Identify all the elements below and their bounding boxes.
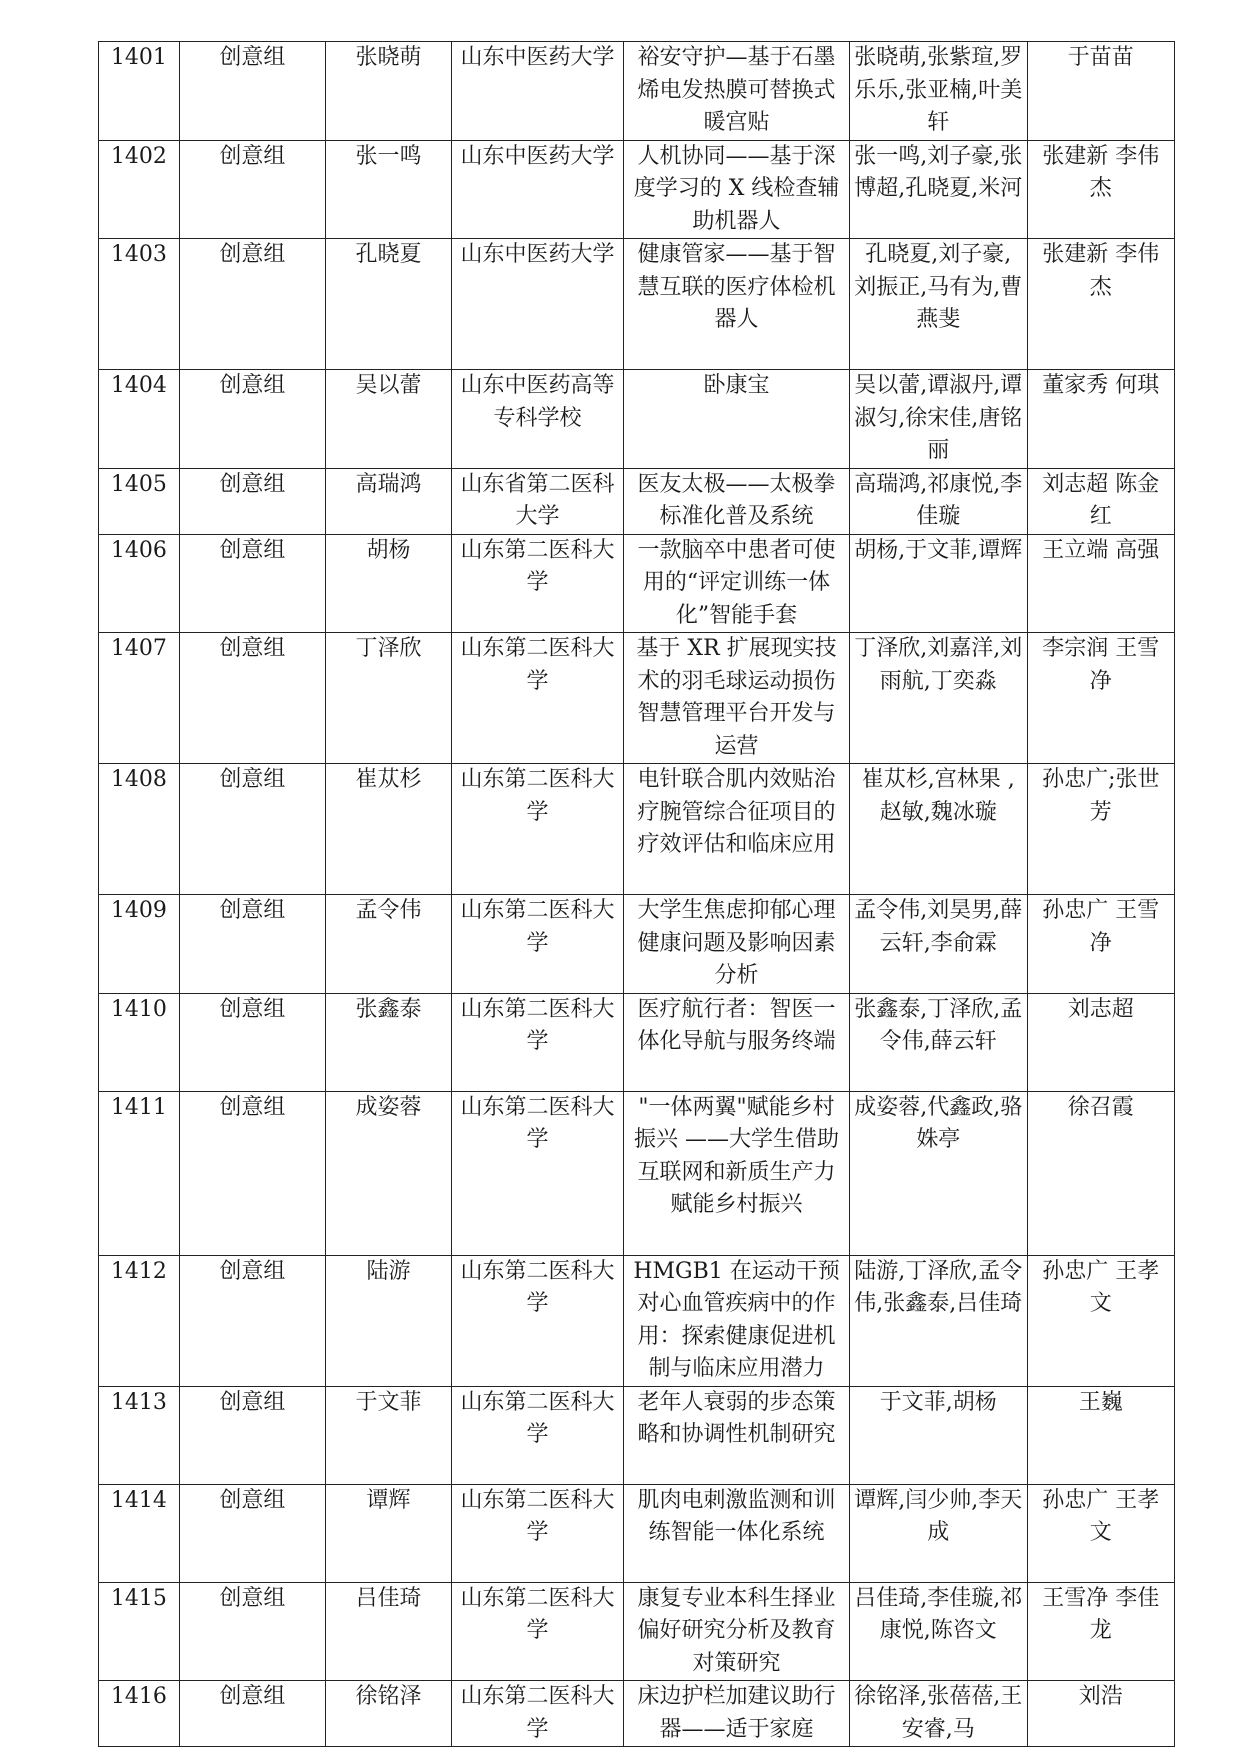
cell-id: 1404 xyxy=(99,370,180,469)
cell-advisor: 张建新 李伟杰 xyxy=(1027,239,1174,370)
cell-group: 创意组 xyxy=(179,1582,325,1681)
table-row xyxy=(99,764,1175,895)
cell-group: 创意组 xyxy=(179,1484,325,1582)
table-row xyxy=(99,42,1175,141)
cell-leader: 成姿蓉 xyxy=(326,1091,452,1255)
cell-group: 创意组 xyxy=(179,1255,325,1386)
cell-leader: 崔苁杉 xyxy=(326,764,452,895)
cell-leader: 高瑞鸿 xyxy=(326,468,452,534)
cell-leader: 谭辉 xyxy=(326,1484,452,1582)
cell-members: 张一鸣,刘子豪,张博超,孔晓夏,米河 xyxy=(850,140,1028,239)
cell-group: 创意组 xyxy=(179,468,325,534)
cell-project-title: "一体两翼"赋能乡村振兴 ——大学生借助互联网和新质生产力赋能乡村振兴 xyxy=(624,1091,850,1255)
cell-project-title: 大学生焦虑抑郁心理健康问题及影响因素分析 xyxy=(624,895,850,994)
cell-group: 创意组 xyxy=(179,239,325,370)
cell-project-title: 康复专业本科生择业偏好研究分析及教育对策研究 xyxy=(624,1582,850,1681)
cell-project-title: 人机协同——基于深度学习的 X 线检查辅助机器人 xyxy=(624,140,850,239)
cell-project-title: 健康管家——基于智慧互联的医疗体检机器人 xyxy=(624,239,850,370)
cell-school: 山东第二医科大学 xyxy=(451,1582,623,1681)
cell-members: 张晓萌,张紫瑄,罗乐乐,张亚楠,叶美轩 xyxy=(850,42,1028,141)
cell-project-title: 裕安守护—基于石墨烯电发热膜可替换式暖宫贴 xyxy=(624,42,850,141)
cell-leader: 孔晓夏 xyxy=(326,239,452,370)
cell-id: 1406 xyxy=(99,534,180,633)
cell-school: 山东第二医科大学 xyxy=(451,895,623,994)
cell-advisor: 张建新 李伟杰 xyxy=(1027,140,1174,239)
cell-advisor: 刘志超 陈金红 xyxy=(1027,468,1174,534)
cell-id: 1413 xyxy=(99,1386,180,1484)
cell-project-title: 一款脑卒中患者可使用的“评定训练一体化”智能手套 xyxy=(624,534,850,633)
cell-advisor: 于苗苗 xyxy=(1027,42,1174,141)
cell-school: 山东第二医科大学 xyxy=(451,1484,623,1582)
cell-advisor: 李宗润 王雪净 xyxy=(1027,633,1174,764)
table-row xyxy=(99,1582,1175,1681)
cell-school: 山东第二医科大学 xyxy=(451,633,623,764)
cell-advisor: 董家秀 何琪 xyxy=(1027,370,1174,469)
cell-leader: 胡杨 xyxy=(326,534,452,633)
cell-advisor: 刘志超 xyxy=(1027,993,1174,1091)
cell-members: 徐铭泽,张蓓蓓,王安睿,马 xyxy=(850,1681,1028,1747)
award-list-table xyxy=(98,41,1175,1747)
cell-project-title: 床边护栏加建议助行器——适于家庭 xyxy=(624,1681,850,1747)
table-row xyxy=(99,633,1175,764)
table-row xyxy=(99,140,1175,239)
cell-school: 山东第二医科大学 xyxy=(451,764,623,895)
cell-id: 1411 xyxy=(99,1091,180,1255)
cell-school: 山东省第二医科大学 xyxy=(451,468,623,534)
cell-advisor: 孙忠广 王孝文 xyxy=(1027,1484,1174,1582)
cell-id: 1415 xyxy=(99,1582,180,1681)
cell-project-title: 卧康宝 xyxy=(624,370,850,469)
cell-members: 孔晓夏,刘子豪, 刘振正,马有为,曹燕斐 xyxy=(850,239,1028,370)
table-row xyxy=(99,1255,1175,1386)
cell-leader: 吴以蕾 xyxy=(326,370,452,469)
cell-members: 陆游,丁泽欣,孟令伟,张鑫泰,吕佳琦 xyxy=(850,1255,1028,1386)
cell-members: 张鑫泰,丁泽欣,孟令伟,薛云轩 xyxy=(850,993,1028,1091)
cell-members: 于文菲,胡杨 xyxy=(850,1386,1028,1484)
cell-members: 丁泽欣,刘嘉洋,刘雨航,丁奕淼 xyxy=(850,633,1028,764)
cell-group: 创意组 xyxy=(179,764,325,895)
table-row xyxy=(99,993,1175,1091)
cell-school: 山东第二医科大学 xyxy=(451,534,623,633)
cell-id: 1403 xyxy=(99,239,180,370)
cell-advisor: 王巍 xyxy=(1027,1386,1174,1484)
table-row xyxy=(99,1484,1175,1582)
cell-members: 胡杨,于文菲,谭辉 xyxy=(850,534,1028,633)
cell-id: 1408 xyxy=(99,764,180,895)
cell-project-title: 电针联合肌内效贴治疗腕管综合征项目的疗效评估和临床应用 xyxy=(624,764,850,895)
cell-id: 1407 xyxy=(99,633,180,764)
cell-school: 山东中医药高等专科学校 xyxy=(451,370,623,469)
cell-group: 创意组 xyxy=(179,140,325,239)
cell-group: 创意组 xyxy=(179,993,325,1091)
cell-id: 1402 xyxy=(99,140,180,239)
cell-project-title: 医友太极——太极拳标准化普及系统 xyxy=(624,468,850,534)
cell-advisor: 王立端 高强 xyxy=(1027,534,1174,633)
cell-group: 创意组 xyxy=(179,895,325,994)
table-row xyxy=(99,895,1175,994)
cell-project-title: 医疗航行者：智医一体化导航与服务终端 xyxy=(624,993,850,1091)
cell-advisor: 孙忠广 王雪净 xyxy=(1027,895,1174,994)
cell-members: 吕佳琦,李佳璇,祁康悦,陈咨文 xyxy=(850,1582,1028,1681)
cell-leader: 吕佳琦 xyxy=(326,1582,452,1681)
cell-members: 崔苁杉,宫林果 ,赵敏,魏冰璇 xyxy=(850,764,1028,895)
cell-leader: 张一鸣 xyxy=(326,140,452,239)
cell-group: 创意组 xyxy=(179,42,325,141)
cell-school: 山东中医药大学 xyxy=(451,42,623,141)
cell-members: 孟令伟,刘昊男,薛云轩,李俞霖 xyxy=(850,895,1028,994)
cell-advisor: 刘浩 xyxy=(1027,1681,1174,1747)
cell-leader: 孟令伟 xyxy=(326,895,452,994)
cell-school: 山东中医药大学 xyxy=(451,140,623,239)
cell-school: 山东中医药大学 xyxy=(451,239,623,370)
cell-members: 成姿蓉,代鑫政,骆姝亭 xyxy=(850,1091,1028,1255)
cell-school: 山东第二医科大学 xyxy=(451,1255,623,1386)
cell-group: 创意组 xyxy=(179,1386,325,1484)
table-row xyxy=(99,468,1175,534)
table-row xyxy=(99,370,1175,469)
cell-advisor: 徐召霞 xyxy=(1027,1091,1174,1255)
cell-group: 创意组 xyxy=(179,633,325,764)
cell-group: 创意组 xyxy=(179,534,325,633)
cell-leader: 陆游 xyxy=(326,1255,452,1386)
cell-id: 1405 xyxy=(99,468,180,534)
cell-project-title: HMGB1 在运动干预对心血管疾病中的作用：探索健康促进机制与临床应用潜力 xyxy=(624,1255,850,1386)
cell-project-title: 老年人衰弱的步态策略和协调性机制研究 xyxy=(624,1386,850,1484)
cell-members: 吴以蕾,谭淑丹,谭淑匀,徐宋佳,唐铭丽 xyxy=(850,370,1028,469)
cell-advisor: 孙忠广 王孝文 xyxy=(1027,1255,1174,1386)
cell-advisor: 王雪净 李佳龙 xyxy=(1027,1582,1174,1681)
cell-leader: 丁泽欣 xyxy=(326,633,452,764)
table-body xyxy=(99,42,1175,1747)
cell-school: 山东第二医科大学 xyxy=(451,993,623,1091)
cell-school: 山东第二医科大学 xyxy=(451,1681,623,1747)
cell-id: 1416 xyxy=(99,1681,180,1747)
cell-school: 山东第二医科大学 xyxy=(451,1386,623,1484)
cell-id: 1414 xyxy=(99,1484,180,1582)
cell-project-title: 基于 XR 扩展现实技术的羽毛球运动损伤智慧管理平台开发与运营 xyxy=(624,633,850,764)
cell-leader: 于文菲 xyxy=(326,1386,452,1484)
cell-group: 创意组 xyxy=(179,370,325,469)
cell-leader: 张鑫泰 xyxy=(326,993,452,1091)
cell-group: 创意组 xyxy=(179,1681,325,1747)
cell-id: 1410 xyxy=(99,993,180,1091)
cell-project-title: 肌肉电刺激监测和训练智能一体化系统 xyxy=(624,1484,850,1582)
cell-id: 1412 xyxy=(99,1255,180,1386)
table-row xyxy=(99,239,1175,370)
cell-members: 谭辉,闫少帅,李天成 xyxy=(850,1484,1028,1582)
table-row xyxy=(99,1681,1175,1747)
cell-group: 创意组 xyxy=(179,1091,325,1255)
cell-members: 高瑞鸿,祁康悦,李佳璇 xyxy=(850,468,1028,534)
cell-id: 1401 xyxy=(99,42,180,141)
cell-leader: 徐铭泽 xyxy=(326,1681,452,1747)
cell-id: 1409 xyxy=(99,895,180,994)
cell-leader: 张晓萌 xyxy=(326,42,452,141)
table-row xyxy=(99,1386,1175,1484)
table-row xyxy=(99,1091,1175,1255)
cell-school: 山东第二医科大学 xyxy=(451,1091,623,1255)
table-row xyxy=(99,534,1175,633)
cell-advisor: 孙忠广;张世芳 xyxy=(1027,764,1174,895)
